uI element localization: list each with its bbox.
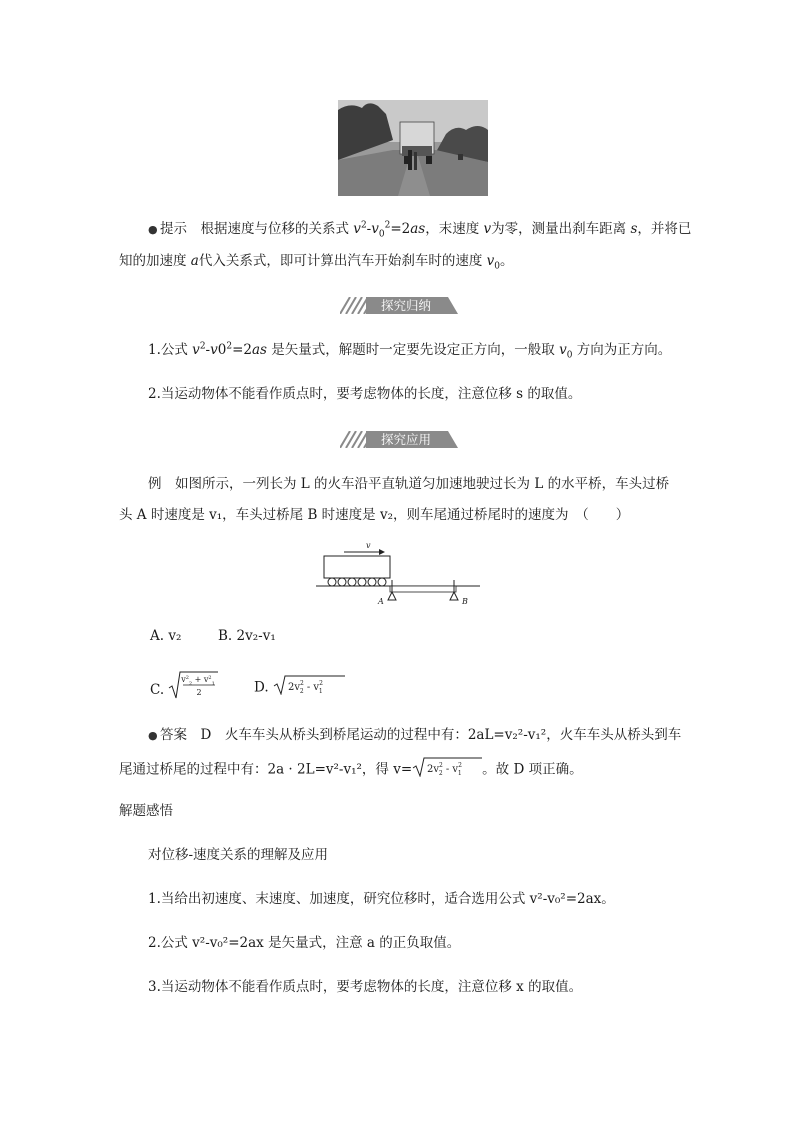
insight-item-2: 2.公式 v²-v₀²=2ax 是矢量式，注意 a 的正负取值。 xyxy=(148,935,461,951)
answer-line-2: 尾通过桥尾的过程中有：2a · 2L=v²-v₁²，得 v= $2v^2$ $2 - v^2$ 1 。故 D 项正确。 xyxy=(119,757,583,783)
train-bridge-diagram xyxy=(316,540,480,610)
summary-item-1: 1.公式 $v^2-v0^2=2as$ 是矢量式，解题时一定要先设定正方向，一般取 $v_0$ 方向为正方向。 xyxy=(148,341,672,361)
svg-text:v22 + v21: $v^2_2 + v^2_1$ xyxy=(181,675,216,687)
sqrt-expression-d xyxy=(273,675,345,701)
example-line-2: 头 A 时速度是 v₁，车头过桥尾 B 时速度是 v₂，则车尾通过桥尾时的速度为 （ ） xyxy=(119,507,630,523)
option-b[interactable]: B. 2v₂-v₁ xyxy=(218,628,276,644)
point-b-label: B xyxy=(462,597,468,606)
hint-line-2: 知的加速度 a代入关系式，即可计算出汽车开始刹车时的速度 $v_0$。 xyxy=(119,253,514,272)
hint-marker-icon: ● xyxy=(148,223,158,236)
point-a-label: A xyxy=(378,597,384,606)
answer-choice: D xyxy=(200,727,212,743)
option-d[interactable] xyxy=(254,675,345,701)
insight-item-3: 3.当运动物体不能看作质点时，要考虑物体的长度，注意位移 x 的取值。 xyxy=(148,979,583,995)
insight-subtitle: 对位移-速度关系的理解及应用 xyxy=(148,847,329,863)
summary-item-2: 2.当运动物体不能看作质点时，要考虑物体的长度，注意位移 s 的取值。 xyxy=(148,386,582,402)
section-title-summary: 探究归纳 xyxy=(366,297,446,314)
velocity-label: v xyxy=(366,541,371,550)
option-c-label: C. xyxy=(150,682,165,698)
answer-marker-icon: ● xyxy=(148,729,158,742)
sqrt-expression-answer xyxy=(412,757,482,783)
truck-photo xyxy=(338,100,488,196)
hint-label: 提示 xyxy=(160,221,187,237)
section-header-summary xyxy=(340,296,460,315)
option-a[interactable]: A. v₂ xyxy=(150,628,182,644)
hint-line-1: ● 提示 根据速度与位移的关系式 $v^2-v_0^2=2as$，末速度 v为零，测量出刹车距离 s，并将已 xyxy=(148,220,692,240)
answer-line-1: ● 答案 D 火车车头从桥头到桥尾运动的过程中有：2aL=v₂²-v₁²，火车车头从桥头到车 xyxy=(148,725,681,746)
sqrt-icon xyxy=(273,675,345,695)
tail-decoration-icon xyxy=(444,297,458,314)
insight-item-1: 1.当给出初速度、末速度、加速度，研究位移时，适合选用公式 v²-v₀²=2ax。 xyxy=(148,891,615,907)
insight-title: 解题感悟 xyxy=(119,803,173,819)
svg-text:2v22 - v21: $2v^2$ $2 - v^2$ 1 xyxy=(287,680,323,695)
option-d-label: D. xyxy=(254,679,269,696)
svg-text:2v22 - v21: $2v^2$ $2 - v^2$ 1 xyxy=(427,762,463,777)
section-header-application xyxy=(340,430,460,449)
sqrt-expression-c xyxy=(168,670,218,711)
sqrt-icon xyxy=(412,757,482,777)
tail-decoration-icon xyxy=(444,431,458,448)
sqrt-icon xyxy=(168,670,218,700)
svg-text:2: 2 xyxy=(196,688,202,697)
example-line-1: 例 如图所示，一列长为 L 的火车沿平直轨道匀加速地驶过长为 L 的水平桥，车头过桥 xyxy=(148,476,670,492)
answer-label: 答案 xyxy=(160,727,187,743)
section-title-application: 探究应用 xyxy=(366,431,446,448)
option-c[interactable] xyxy=(150,670,218,711)
